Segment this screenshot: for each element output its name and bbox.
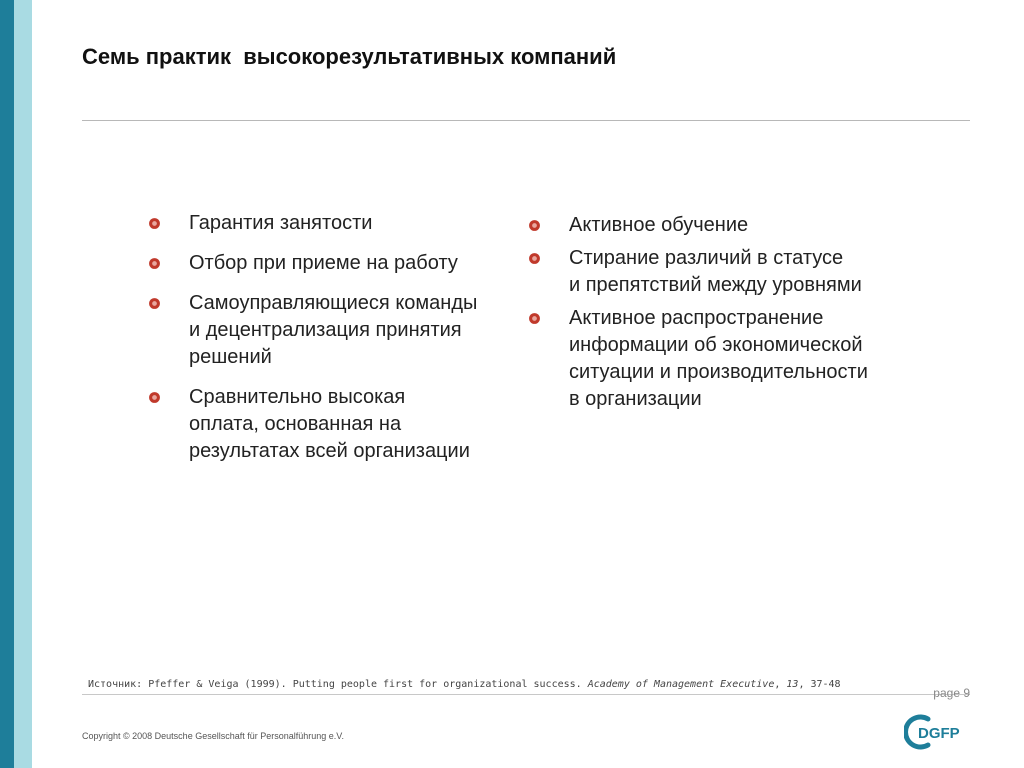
list-item-text: Отбор при приеме на работу [189,252,458,274]
starburst-bullet-icon [528,252,541,265]
list-item [528,305,928,413]
list-item [528,245,928,299]
logo-text: DGFP [918,725,960,742]
source-citation [88,679,841,690]
starburst-bullet-icon [148,297,161,310]
dgfp-logo [904,711,974,753]
copyright-text: Copyright © 2008 Deutsche Gesellschaft für Personalführung e.V. [82,731,344,741]
list-item [148,384,528,465]
list-item-text: Стирание различий в статусе и препятствий между уровнями [569,247,862,296]
list-item-text: Активное распространение информации об экономической ситуации и производительности в организации [569,307,868,410]
list-item-text: Сравнительно высокая оплата, основанная на результатах всей организации [189,386,470,462]
starburst-bullet-icon [148,257,161,270]
list-item [528,212,928,239]
list-item [148,250,528,277]
practices-list-left [148,210,528,478]
title-divider [82,120,970,121]
accent-bar-dark [0,0,14,768]
list-item-text: Активное обучение [569,214,749,236]
list-item [148,290,528,371]
source-text: Источник: Pfeffer & Veiga (1999). Putting people first for organizational success. [88,679,588,690]
source-journal: Academy of Management Executive [587,679,775,690]
practices-list-right [528,212,928,419]
source-volume: 13 [786,679,799,690]
accent-bar-light [14,0,32,768]
starburst-bullet-icon [148,217,161,230]
slide-title: Семь практик высокорезультативных компаний [82,44,617,69]
source-separator: , [774,679,787,690]
footer-divider [82,694,970,695]
source-pages: , 37-48 [798,679,841,690]
list-item-text: Гарантия занятости [189,212,373,234]
starburst-bullet-icon [148,391,161,404]
list-item [148,210,528,237]
page-number: page 9 [933,686,970,700]
starburst-bullet-icon [528,219,541,232]
list-item-text: Самоуправляющиеся команды и децентрализация принятия решений [189,292,478,368]
starburst-bullet-icon [528,312,541,325]
